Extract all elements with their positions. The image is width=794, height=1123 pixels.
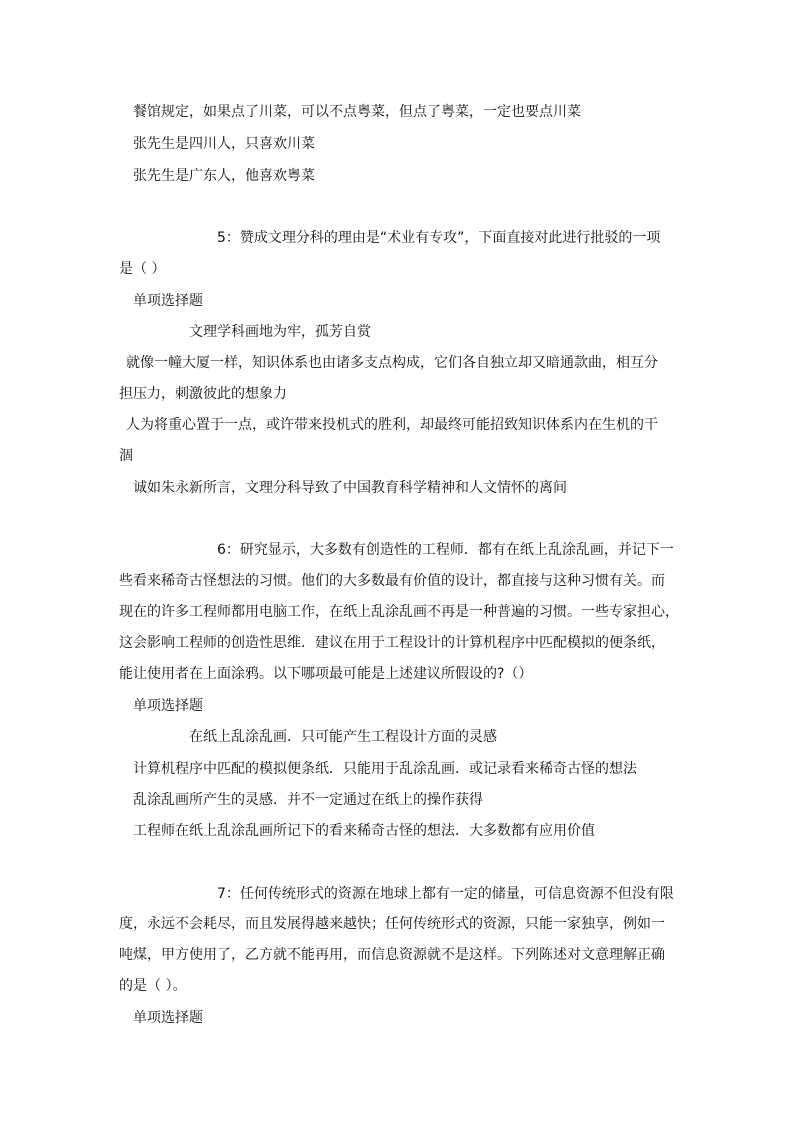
question-5-option: 担压力，刺激彼此的想象力	[119, 386, 287, 402]
question-5-option: 诚如朱永新所言，文理分科导致了中国教育科学精神和人文情怀的离间	[133, 480, 567, 496]
question-5-option: 文理学科画地为牢，孤芳自赏	[189, 324, 371, 340]
question-5-option: 就像一幢大厦一样，知识体系也由诸多支点构成，它们各自独立却又暗通款曲，相互分	[126, 355, 658, 371]
question-6-option: 计算机程序中匹配的模拟便条纸．只能用于乱涂乱画．或记录看来稀奇古怪的想法	[133, 761, 637, 777]
question-6-option: 在纸上乱涂乱画．只可能产生工程设计方面的灵感	[189, 729, 497, 745]
question-7-stem-line: 吨煤，甲方使用了，乙方就不能再用，而信息资源就不是这样。下列陈述对文意理解正确	[119, 947, 665, 963]
question-7-type: 单项选择题	[133, 1010, 203, 1026]
question-5-stem-line: 5：赞成文理分科的理由是“术业有专攻”，下面直接对此进行批驳的一项	[217, 230, 661, 246]
question-6-option: 工程师在纸上乱涂乱画所记下的看来稀奇古怪的想法．大多数都有应用价值	[133, 823, 595, 839]
question-6-type: 单项选择题	[133, 698, 203, 714]
question-6-stem-line: 能让使用者在上面涂鸦。以下哪项最可能是上述建议所假设的?（）	[119, 666, 533, 682]
question-7-stem-line: 7：任何传统形式的资源在地球上都有一定的储量，可信息资源不但没有限	[217, 886, 674, 902]
question-5-stem-line: 是（ ）	[119, 261, 166, 277]
question-6-stem-line: 这会影响工程师的创造性思维．建议在用于工程设计的计算机程序中匹配模拟的便条纸，	[119, 635, 665, 651]
question-5-option: 涸	[119, 448, 133, 464]
question-6-stem-line: 6：研究显示，大多数有创造性的工程师．都有在纸上乱涂乱画，并记下一	[217, 542, 674, 558]
question-6-option: 乱涂乱画所产生的灵感．并不一定通过在纸上的操作获得	[133, 792, 483, 808]
question-7-stem-line: 的是（ ）。	[119, 978, 187, 994]
question-7-stem-line: 度，永远不会耗尽，而且发展得越来越快；任何传统形式的资源，只能一家独享，例如一	[119, 916, 665, 932]
question-6-stem-line: 些看来稀奇古怪想法的习惯。他们的大多数最有价值的设计，都直接与这种习惯有关。而	[119, 573, 665, 589]
option-text: 张先生是四川人，只喜欢川菜	[133, 136, 315, 152]
option-text: 张先生是广东人，他喜欢粤菜	[133, 168, 315, 184]
option-text: 餐馆规定，如果点了川菜，可以不点粤菜，但点了粤菜，一定也要点川菜	[133, 104, 581, 120]
question-5-option: 人为将重心置于一点，或许带来投机式的胜利，却最终可能招致知识体系内在生机的干	[126, 417, 658, 433]
question-5-type: 单项选择题	[133, 293, 203, 309]
question-6-stem-line: 现在的许多工程师都用电脑工作，在纸上乱涂乱画不再是一种普遍的习惯。一些专家担心，	[119, 604, 679, 620]
